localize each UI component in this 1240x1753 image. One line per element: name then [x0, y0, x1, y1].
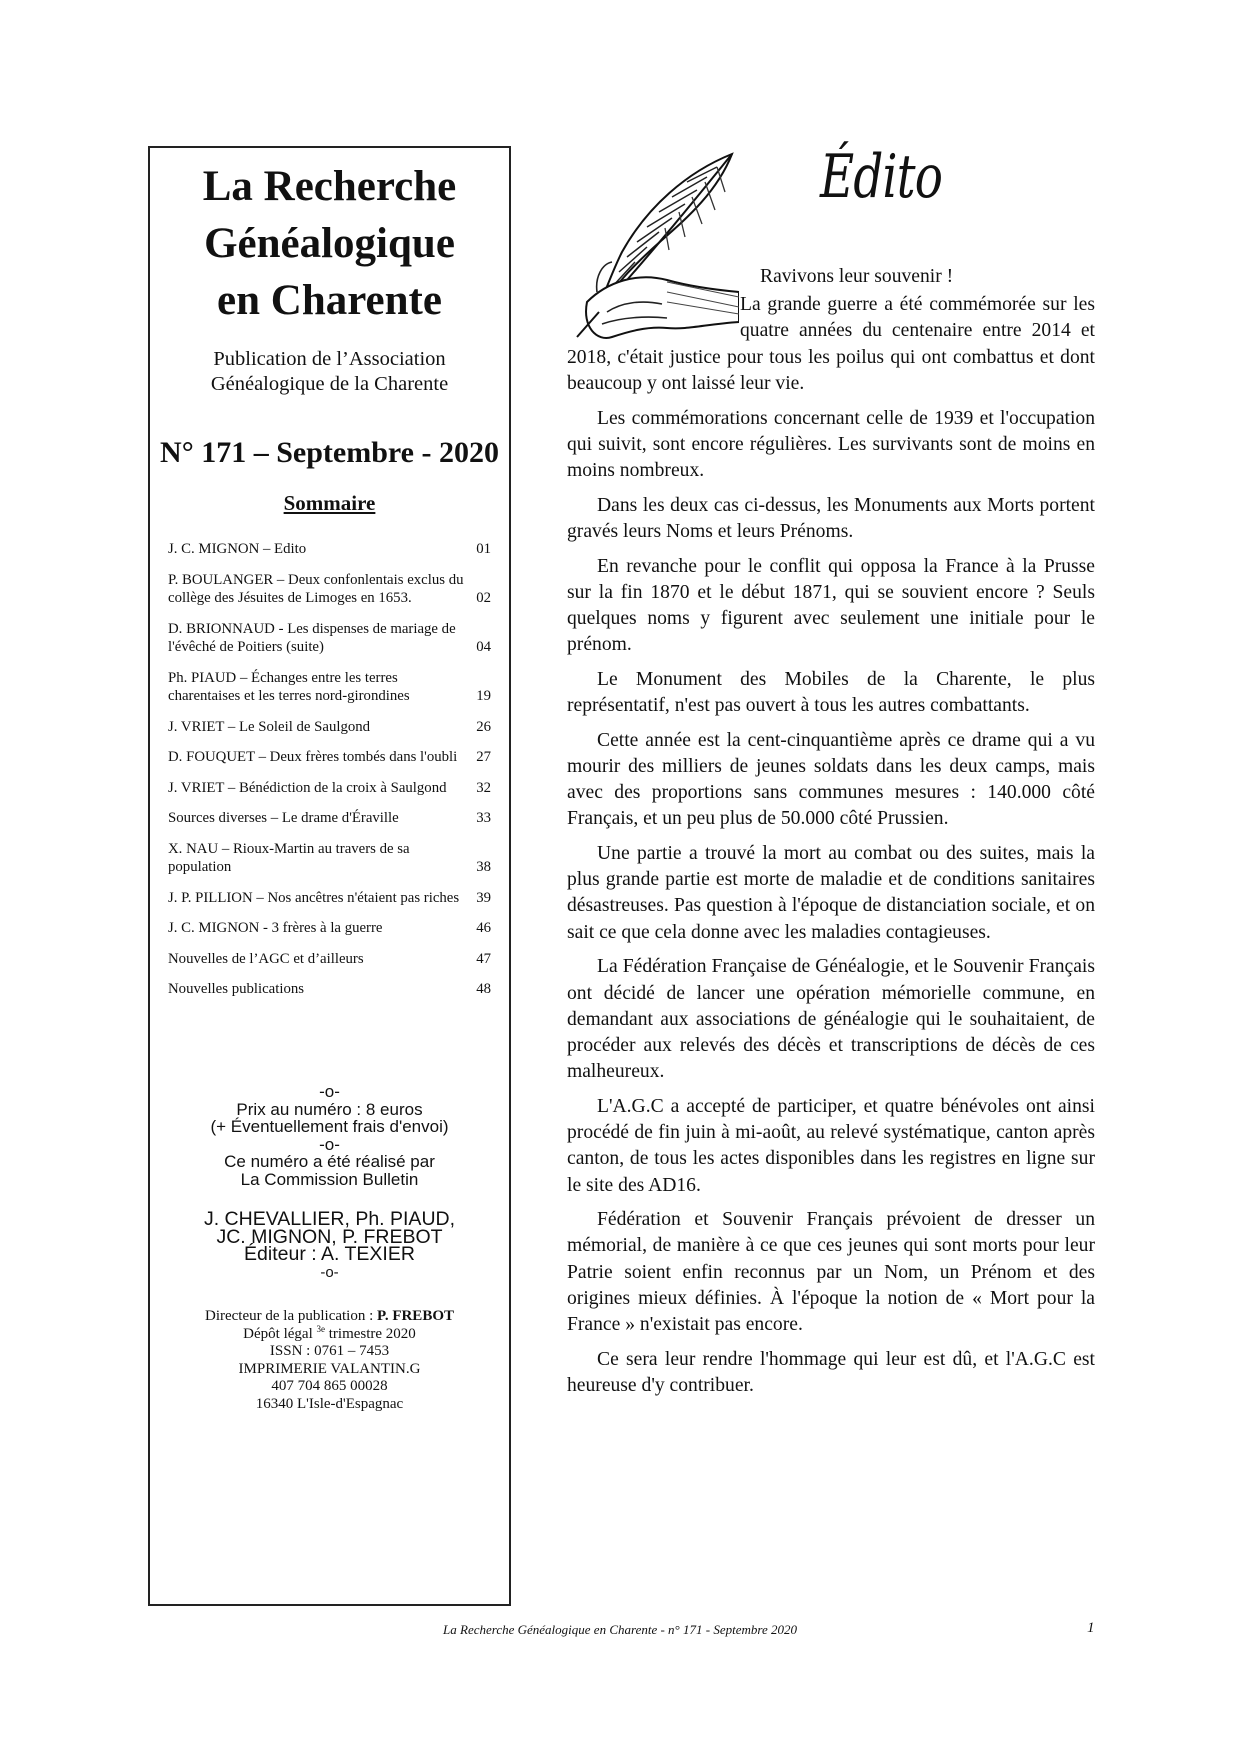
title-line-2: Généalogique — [204, 220, 455, 267]
director-name: P. FREBOT — [377, 1308, 454, 1324]
toc-item[interactable] — [168, 950, 491, 969]
depot-line — [150, 1323, 509, 1344]
edito-paragraph: Fédération et Souvenir Français prévoient de dresser un mémorial, de manière à ce que ces jeunes qui sont morts pour leur Patrie soient enfin reconnus par un Nom, un Prénom et des origines mieux définies. À l'époque la notion de « Mort pour la France » n'existait pas encore. — [567, 1209, 1095, 1336]
edito-paragraph: En revanche pour le conflit qui opposa la France à la Prusse sur la fin 1870 et le début 1871, qui se souvient encore ? Seuls quelques noms y figurent avec seulement une initiale pour le prénom. — [567, 555, 1095, 656]
team-line: J. CHEVALLIER, Ph. PIAUD, — [203, 1208, 456, 1230]
running-footer: La Recherche Généalogique en Charente - n° 171 - Septembre 2020 — [443, 1622, 797, 1637]
toc-item[interactable] — [168, 571, 491, 608]
team-line: JC. MIGNON, P. FREBOT — [216, 1225, 443, 1248]
imprint-block — [150, 1308, 509, 1413]
edito-greeting: Ravivons leur souvenir ! — [760, 266, 954, 287]
toc-item-title: J. VRIET – Bénédiction de la croix à Saulgond — [168, 779, 447, 796]
toc-item-page: 38 — [476, 859, 491, 875]
toc-item-title: P. BOULANGER – Deux confonlentais exclus du collège des Jésuites de Limoges en 1653. — [168, 571, 464, 606]
toc-item[interactable] — [168, 840, 491, 877]
edito-paragraph: La Fédération Française de Généalogie, et le Souvenir Français ont décidé de lancer une opération mémorielle commune, en demandant aux associations de généalogie qui le souhaitaient, de procéder aux relevés des décès et transcriptions de décès de ces malheureux. — [567, 956, 1095, 1083]
toc-item-title: D. BRIONNAUD - Les dispenses de mariage de l'évêché de Poitiers (suite) — [168, 620, 456, 655]
title-line-1: La Recherche — [202, 163, 457, 210]
toc-item-page: 48 — [476, 981, 491, 997]
price-text: Prix au numéro : 8 euros — [236, 1099, 423, 1119]
separator: -o- — [319, 1082, 340, 1101]
toc-item-title: Nouvelles de l’AGC et d’ailleurs — [168, 950, 364, 967]
toc-item-page: 26 — [476, 718, 491, 735]
edito-article — [567, 264, 1095, 1408]
toc-item-title: J. VRIET – Le Soleil de Saulgond — [168, 718, 371, 735]
toc-item-page: 33 — [476, 810, 491, 826]
title-line-3: en Charente — [217, 277, 442, 324]
toc-item[interactable] — [168, 748, 491, 767]
edito-paragraph: Dans les deux cas ci-dessus, les Monuments aux Morts portent gravés leurs Noms et leurs Prénoms. — [567, 494, 1095, 542]
magazine-title — [150, 158, 509, 329]
depot-prefix: Dépôt légal — [243, 1325, 313, 1342]
toc-item-page: 39 — [476, 889, 491, 906]
toc-item[interactable] — [168, 889, 491, 908]
address-line: 16340 L'Isle-d'Espagnac — [255, 1395, 404, 1412]
edito-paragraph: Les commémorations concernant celle de 1939 et l'occupation qui suivit, sont encore régulières. Les survivants sont de moins en moins nombreux. — [567, 407, 1095, 481]
edito-heading: Édito — [820, 142, 943, 212]
toc-item[interactable] — [168, 779, 491, 798]
toc-item[interactable] — [168, 809, 491, 828]
toc-item-title: X. NAU – Rioux-Martin au travers de sa population — [168, 840, 410, 875]
sommaire-heading: Sommaire — [283, 491, 376, 515]
toc-item-title: J. P. PILLION – Nos ancêtres n'étaient pas riches — [168, 889, 460, 906]
issn-line: ISSN : 0761 – 7453 — [269, 1343, 390, 1359]
publisher-line-2: Généalogique de la Charente — [210, 373, 449, 395]
separator: -o- — [320, 1263, 339, 1281]
toc-item-page: 27 — [476, 749, 491, 765]
depot-suffix: trimestre 2020 — [328, 1325, 416, 1342]
toc-item-title: D. FOUQUET – Deux frères tombés dans l'oubli — [168, 749, 458, 765]
toc-item-title: Sources diverses – Le drame d'Éraville — [168, 810, 399, 826]
toc-item-title: J. C. MIGNON – Edito — [168, 541, 307, 557]
toc-item[interactable] — [168, 919, 491, 938]
siret-line: 407 704 865 00028 — [271, 1378, 388, 1394]
toc-item-page: 02 — [476, 590, 491, 606]
edito-paragraph: La grande guerre a été commémorée sur les quatre années du centenaire entre 2014 et 2018, c'était justice pour tous les poilus qui ont combattus et dont beaucoup y ont laissé leur vie. — [567, 294, 1095, 394]
price-block — [150, 1083, 509, 1188]
edito-paragraph: Le Monument des Mobiles de la Charente, le plus représentatif, n'est pas ouvert à tous les autres combattants. — [567, 668, 1095, 717]
toc-item-page: 46 — [476, 920, 491, 936]
toc-item-page: 47 — [476, 950, 491, 967]
director-label: Directeur de la publication : — [205, 1308, 374, 1324]
team-block — [150, 1208, 509, 1281]
depot-sup: 3e — [316, 1323, 325, 1334]
issue-number: N° 171 – Septembre - 2020 — [160, 436, 499, 469]
toc-item-title: J. C. MIGNON - 3 frères à la guerre — [168, 920, 383, 936]
director-line — [150, 1308, 509, 1326]
illustration-wrap-space — [567, 292, 740, 342]
toc-item-page: 01 — [476, 541, 491, 557]
toc-item[interactable] — [168, 540, 491, 559]
edito-paragraph: Ce sera leur rendre l'hommage qui leur est dû, et l'A.G.C est heureuse d'y contribuer. — [567, 1348, 1095, 1396]
shipping-note: (+ Éventuellement frais d'envoi) — [210, 1117, 449, 1136]
toc-item-page: 32 — [476, 779, 491, 796]
toc-item[interactable] — [168, 669, 491, 706]
editor-line: Éditeur : A. TEXIER — [244, 1243, 415, 1265]
toc-item[interactable] — [168, 980, 491, 999]
edito-paragraph: Une partie a trouvé la mort au combat ou des suites, mais la plus grande partie est morte de maladie et de conditions sanitaires désastreuses. Pas question à l'époque de distanciation sociale, et on sait ce que cela donne avec les maladies contagieuses. — [567, 843, 1095, 943]
publisher-line-1: Publication de l’Association — [213, 348, 446, 370]
edito-paragraph: L'A.G.C a accepté de participer, et quatre bénévoles ont ainsi procédé de fin juin à mi-août, au relevé systématique, canton après canton, de tous les actes disponibles dans les registres en ligne sur le site des AD16. — [567, 1095, 1095, 1196]
toc-item-page: 19 — [476, 688, 491, 704]
credits-intro: Ce numéro a été réalisé par — [224, 1152, 435, 1171]
toc-item[interactable] — [168, 718, 491, 737]
sidebar-box — [148, 146, 511, 1606]
page-number: 1 — [1087, 1620, 1095, 1636]
toc-item-title: Ph. PIAUD – Échanges entre les terres charentaises et les terres nord-girondines — [168, 669, 410, 704]
toc-item-page: 04 — [476, 639, 491, 655]
table-of-contents — [168, 540, 491, 1011]
toc-item-title: Nouvelles publications — [168, 981, 305, 997]
printer-line: IMPRIMERIE VALANTIN.G — [238, 1360, 421, 1377]
credits-commission: La Commission Bulletin — [240, 1169, 419, 1189]
separator: -o- — [319, 1134, 340, 1154]
toc-item[interactable] — [168, 620, 491, 657]
edito-paragraph: Cette année est la cent-cinquantième après ce drame qui a vu mourir des milliers de jeunes soldats dans les deux camps, mais avec des proportions sans communes mesures : 140.000 côté Français, et un peu plus de 50.000 côté Prussien. — [567, 729, 1095, 830]
publisher — [150, 347, 509, 397]
